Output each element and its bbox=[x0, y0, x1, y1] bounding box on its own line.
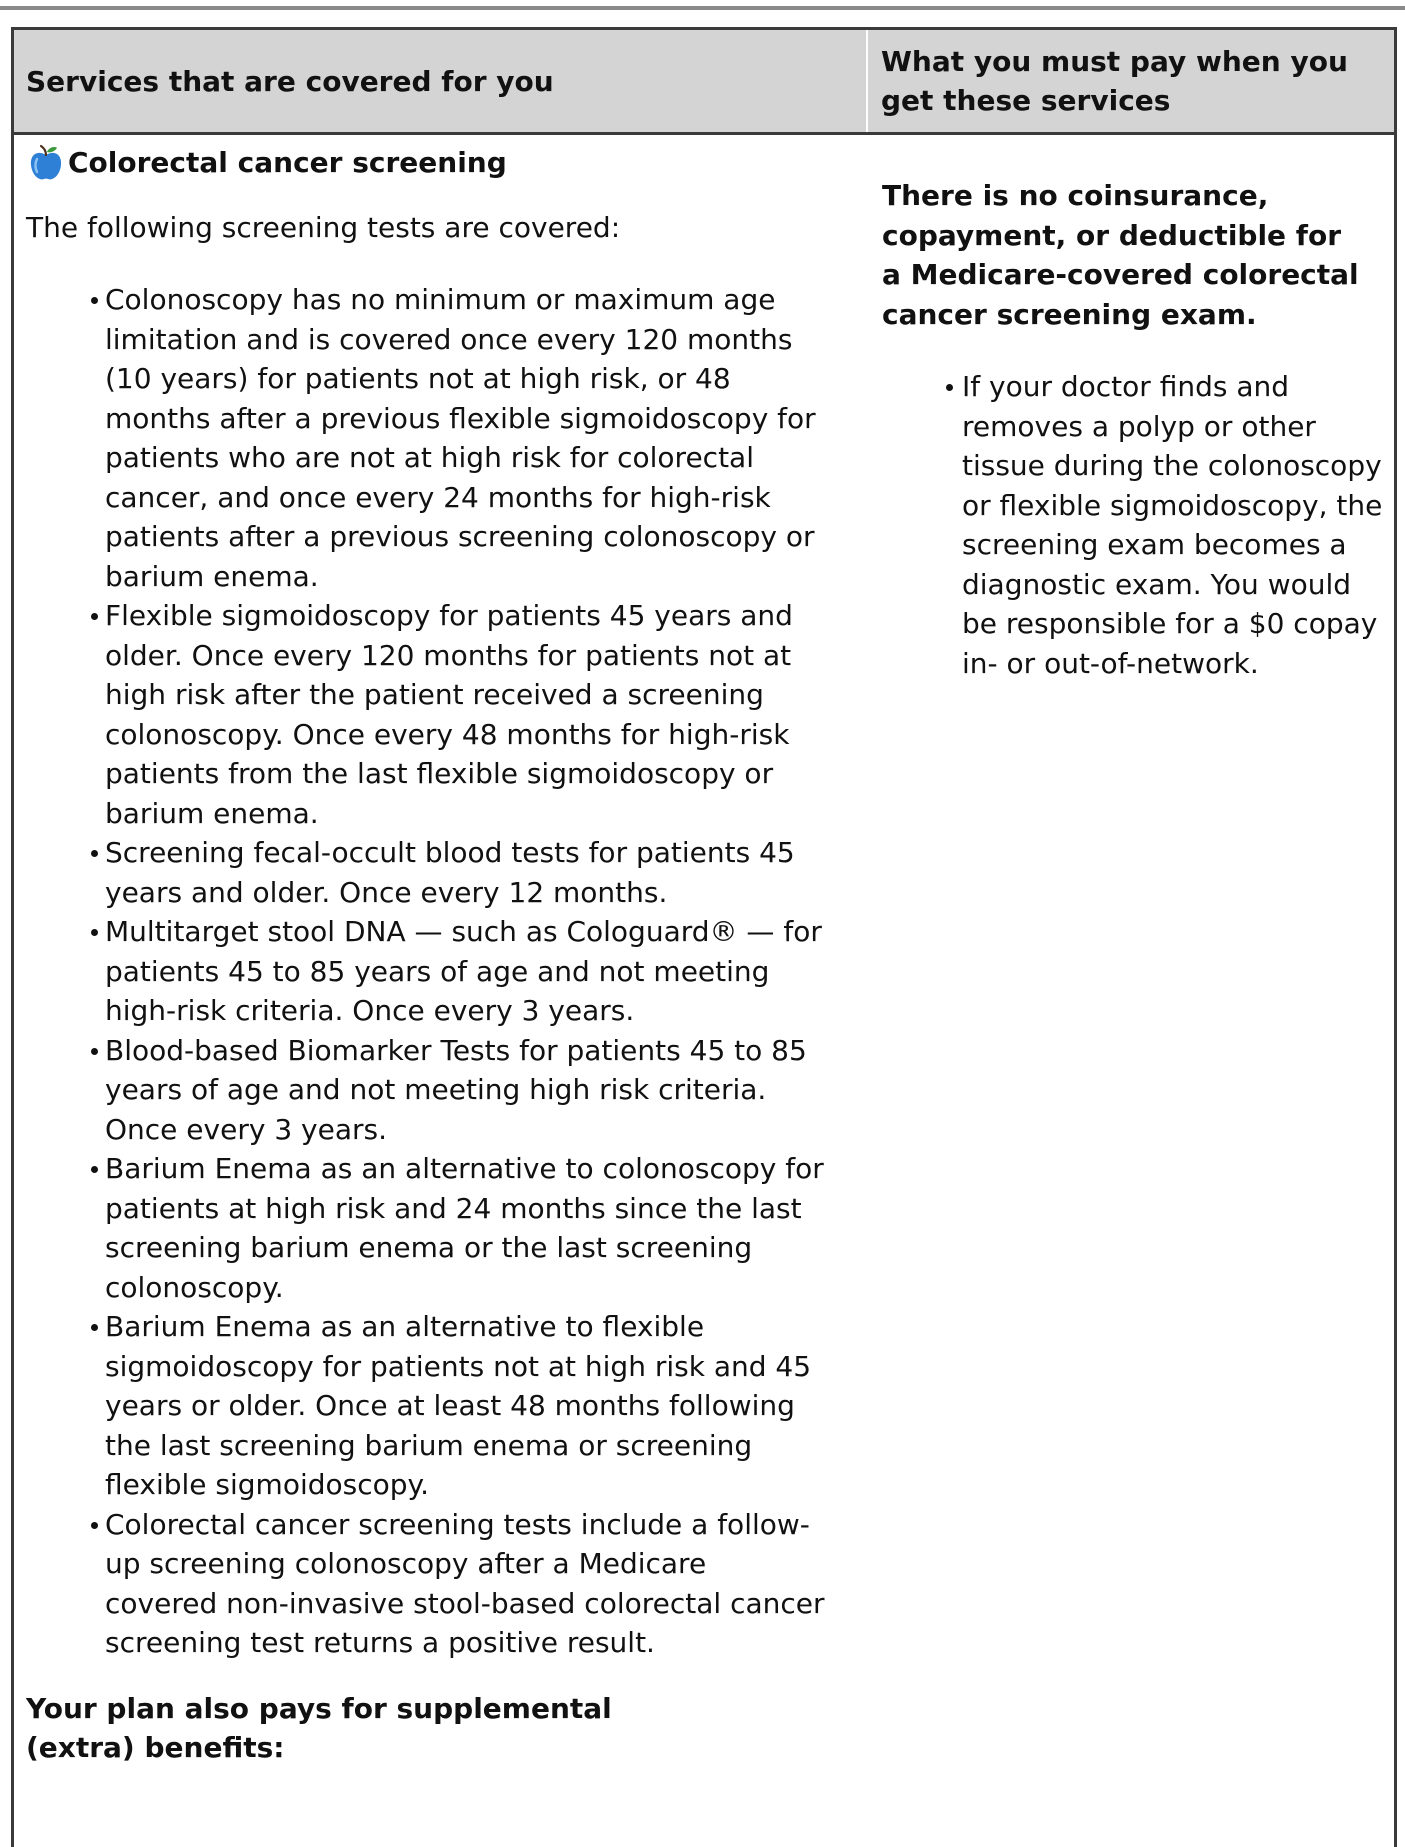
supplemental-heading: Your plan also pays for supplemental (extra) benefits: bbox=[26, 1691, 612, 1764]
header-divider bbox=[866, 30, 868, 132]
tests-intro: The following screening tests are covered: bbox=[26, 211, 621, 244]
table-header bbox=[14, 30, 1394, 135]
list-item: Blood-based Biomarker Tests for patients 45 to 85 years of age and not meeting high risk criteria. Once every 3 years. bbox=[91, 1031, 826, 1150]
list-item: Screening fecal-occult blood tests for patients 45 years and older. Once every 12 months. bbox=[91, 833, 826, 912]
covered-tests-list bbox=[26, 280, 826, 1663]
list-item: Colorectal cancer screening tests include a follow-up screening colonoscopy after a Medicare covered non-invasive stool-based colorectal cancer screening test returns a positive result. bbox=[91, 1505, 826, 1663]
cost-notes-list bbox=[882, 367, 1387, 683]
list-item: Flexible sigmoidoscopy for patients 45 years and older. Once every 120 months for patients not at high risk after the patient received a screening colonoscopy. Once every 48 months for high-risk patients from the last flexible sigmoidoscopy or barium enema. bbox=[91, 596, 826, 833]
cost-summary: There is no coinsurance, copayment, or deductible for a Medicare-covered colorectal cancer screening exam. bbox=[882, 179, 1359, 331]
cost-column-header: What you must pay when you get these services bbox=[881, 45, 1348, 117]
list-item: Colonoscopy has no minimum or maximum age limitation and is covered once every 120 months (10 years) for patients not at high risk, or 48 months after a previous flexible sigmoidoscopy for patients who are not at high risk for colorectal cancer, and once every 24 months for high-risk patients after a previous screening colonoscopy or barium enema. bbox=[91, 280, 826, 596]
service-heading bbox=[26, 144, 826, 182]
cost-cell bbox=[882, 176, 1387, 683]
top-divider bbox=[0, 6, 1405, 10]
list-item: Barium Enema as an alternative to flexible sigmoidoscopy for patients not at high risk and 45 years or older. Once at least 48 months following the last screening barium enema or screening flexible sigmoidoscopy. bbox=[91, 1307, 826, 1505]
list-item: Barium Enema as an alternative to colonoscopy for patients at high risk and 24 months since the last screening barium enema or the last screening colonoscopy. bbox=[91, 1149, 826, 1307]
services-cell bbox=[26, 144, 826, 1767]
benefits-table bbox=[11, 27, 1397, 1847]
list-item: If your doctor finds and removes a polyp or other tissue during the colonoscopy or flexible sigmoidoscopy, the screening exam becomes a diagnostic exam. You would be responsible for a $0 copay in- or out-of-network. bbox=[946, 367, 1387, 683]
apple-icon bbox=[28, 144, 64, 182]
list-item: Multitarget stool DNA — such as Cologuard® — for patients 45 to 85 years of age and not meeting high-risk criteria. Once every 3 years. bbox=[91, 912, 826, 1031]
service-title: Colorectal cancer screening bbox=[68, 146, 507, 179]
services-column-header: Services that are covered for you bbox=[26, 64, 554, 98]
